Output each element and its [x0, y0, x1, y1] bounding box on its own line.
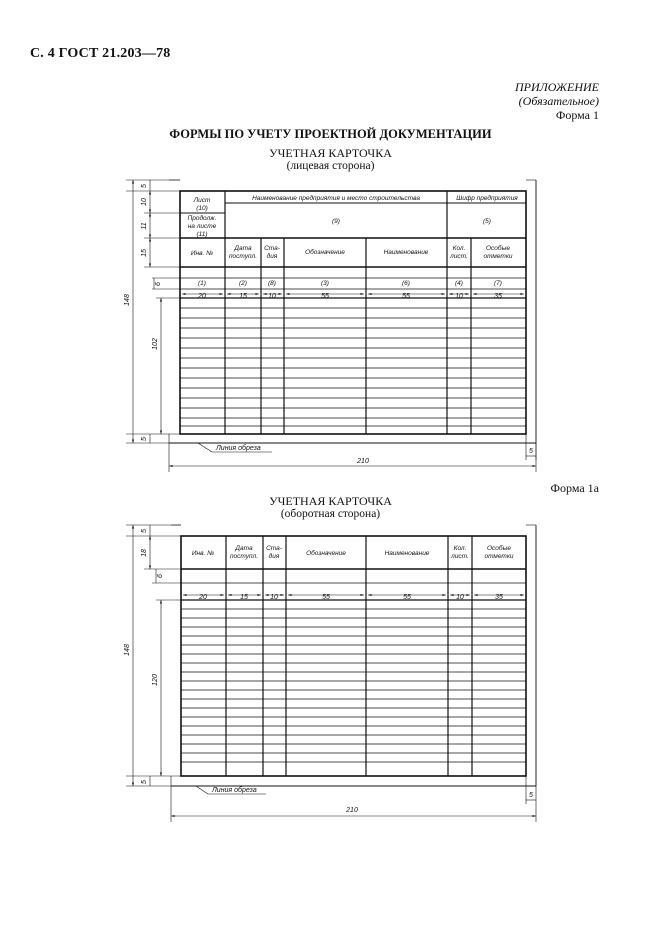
front-col-date-1: Дата [234, 245, 252, 252]
front-ref-date: (2) [239, 280, 247, 287]
front-cont-label-2: на листе [187, 223, 217, 230]
front-ref-inv: (1) [198, 280, 206, 287]
front-width-notes: 35 [494, 293, 502, 300]
back-col-designation: Обозначение [306, 550, 346, 557]
card-title-front-side: (лицевая сторона) [286, 160, 375, 172]
front-cont-label-1: Продолж. [187, 215, 217, 222]
back-width-name: 55 [403, 594, 411, 601]
back-width-stage: 10 [270, 594, 278, 601]
back-dim-6: 6 [157, 574, 164, 578]
front-width-date: 15 [239, 293, 247, 300]
back-width-designation: 55 [322, 594, 330, 601]
back-col-notes-1: Особые [487, 545, 511, 552]
front-ref-qty: (4) [455, 280, 463, 287]
back-col-date-2: поступл. [229, 553, 259, 560]
front-col-qty-2: лист. [450, 253, 468, 260]
back-col-notes-2: отметки [484, 553, 514, 560]
front-dim-10: 10 [141, 198, 148, 206]
form-1-label: Форма 1 [555, 108, 599, 122]
front-dim-210: 210 [357, 458, 369, 465]
back-col-qty-2: лист. [451, 553, 469, 560]
back-cut-line-label: Линия обреза [212, 787, 257, 794]
back-dim-5-bottom: 5 [141, 780, 148, 784]
front-width-designation: 55 [321, 293, 329, 300]
back-dim-120: 120 [152, 674, 159, 686]
back-width-date: 15 [240, 594, 248, 601]
front-dim-6: 6 [155, 282, 162, 286]
front-width-qty: 10 [455, 293, 463, 300]
page-title: ФОРМЫ ПО УЧЕТУ ПРОЕКТНОЙ ДОКУМЕНТАЦИИ [169, 127, 492, 141]
card-title-front-main: УЧЕТНАЯ КАРТОЧКА [269, 146, 392, 160]
front-dim-148: 148 [124, 294, 131, 306]
back-dim-5-right: 5 [529, 792, 533, 799]
card-title-back-main: УЧЕТНАЯ КАРТОЧКА [269, 494, 392, 508]
back-width-inv: 20 [199, 594, 207, 601]
front-dim-5-right: 5 [529, 448, 533, 455]
back-col-date-1: Дата [235, 545, 253, 552]
back-dim-18: 18 [141, 549, 148, 557]
back-width-notes: 35 [495, 594, 503, 601]
back-dim-148: 148 [124, 644, 131, 656]
card-back [126, 525, 536, 822]
back-col-inv: Инв. № [191, 550, 215, 557]
back-col-stage-1: Ста- [266, 545, 282, 552]
annex-title: ПРИЛОЖЕНИЕ [515, 80, 599, 94]
front-org-ref: (9) [332, 218, 340, 225]
back-dim-210: 210 [346, 807, 358, 814]
front-col-notes-1: Особые [486, 245, 510, 252]
front-col-designation: Обозначение [305, 249, 345, 256]
front-dim-102: 102 [152, 338, 159, 350]
front-col-stage-2: дия [266, 253, 278, 260]
front-col-date-2: поступл. [228, 253, 258, 260]
back-col-name: Наименование [384, 550, 430, 557]
front-dim-5-top: 5 [141, 184, 148, 188]
annex-subtitle: (Обязательное) [518, 94, 599, 108]
card-back-frame [181, 536, 526, 776]
back-col-stage-2: дия [268, 553, 280, 560]
front-cut-line-label: Линия обреза [216, 445, 261, 452]
front-dim-15: 15 [141, 249, 148, 257]
page-header: С. 4 ГОСТ 21.203—78 [30, 46, 171, 61]
front-cipher-ref: (5) [483, 218, 491, 225]
front-ref-stage: (8) [268, 280, 276, 287]
front-sheet-label: Лист [193, 197, 211, 204]
front-col-stage-1: Ста- [264, 245, 280, 252]
front-org-label: Наименование предприятия и место строительства [252, 195, 420, 202]
form-1a-label: Форма 1а [550, 481, 599, 495]
back-dim-5-top: 5 [141, 529, 148, 533]
front-ref-notes: (7) [494, 280, 502, 287]
back-col-qty-1: Кол. [453, 545, 467, 552]
front-col-inv: Инв. № [190, 250, 214, 257]
front-sheet-ref: (10) [196, 205, 208, 212]
card-title-back-side: (оборотная сторона) [280, 508, 381, 520]
front-dim-11: 11 [141, 222, 148, 230]
front-width-name: 55 [402, 293, 410, 300]
front-col-qty-1: Кол. [452, 245, 466, 252]
front-col-notes-2: отметки [483, 253, 513, 260]
front-cont-ref: (11) [196, 231, 208, 238]
back-width-qty: 10 [456, 594, 464, 601]
front-dim-5-bottom: 5 [141, 437, 148, 441]
front-cipher-label: Шифр предприятия [456, 195, 518, 202]
front-col-name: Наименование [383, 249, 429, 256]
front-ref-designation: (3) [321, 280, 329, 287]
front-width-stage: 10 [268, 293, 276, 300]
front-width-inv: 20 [198, 293, 206, 300]
card-front-frame [180, 191, 526, 434]
front-ref-name: (6) [402, 280, 410, 287]
